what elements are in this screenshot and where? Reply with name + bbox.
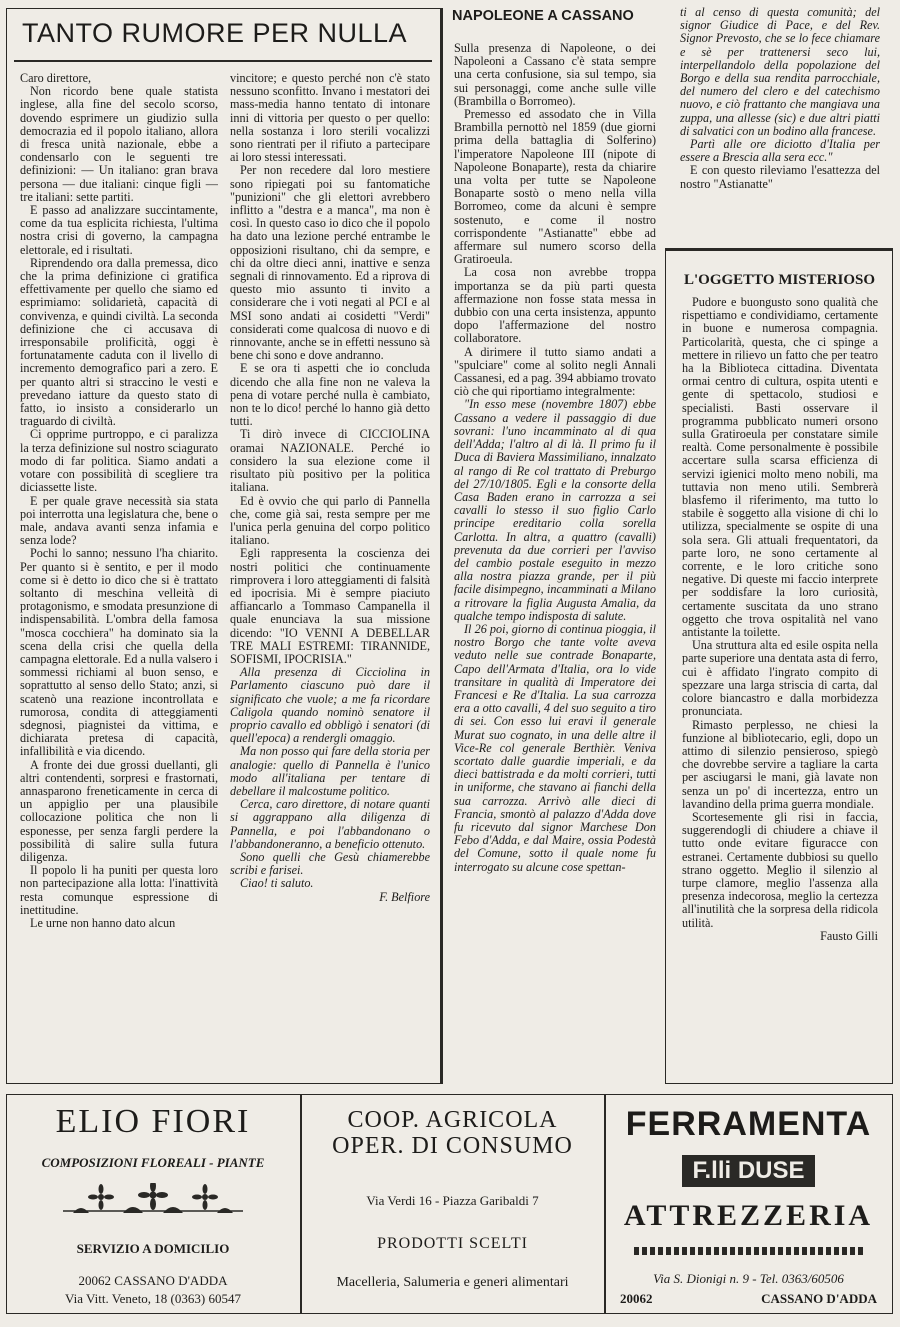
paragraph: Ed è ovvio che qui parlo di Pannella che, come già sai, resta sempre per me l'unica perla genuina del corpo politico italiano. [230, 493, 430, 548]
paragraph: Partì alle ore diciotto d'Italia per essere a Brescia alla sera ecc." [680, 137, 880, 165]
ad-ferramenta-name: FERRAMENTA [625, 1105, 872, 1143]
divider-napoleone-bottom [665, 248, 893, 250]
ad-fiori-city: 20062 CASSANO D'ADDA [78, 1273, 228, 1288]
paragraph: Sulla presenza di Napoleone, o dei Napoleoni a Cassano c'è stata sempre una certa confusione, sia sul tempo, sia sui personaggi, come anche sulle ville (Brambilla o Borromeo). [454, 42, 656, 108]
paragraph: E passo ad analizzare succintamente, come da tua esplicita richiesta, l'ultima nostra crisi di governo, la campagna elettorale, ed i risultati. [20, 203, 218, 257]
paragraph: La cosa non avrebbe troppa importanza se da più parti questa affermazione non fosse stata messa in dubbio con una certa insistenza, appunto dopo l'affermazione del nostro collaboratore. [454, 265, 656, 346]
paragraph: A dirimere il tutto siamo andati a "spulciare" come al solito negli Annali Cassanesi, ed a pag. 394 abbiamo trovato ciò che qui riportiamo integralmente: [454, 344, 656, 399]
ad-fiori-name: ELIO FIORI [55, 1103, 251, 1140]
paragraph: Pudore e buongusto sono qualità che rispettiamo e condividiamo, certamente in buone e numerosa compagnia. Particolarità, questa, che ci spinge a mettere in rilievo un fatto che per teatro ha la Biblioteca cittadina. Diventata ormai centro di cultura, ospita utenti e gente di spettacolo, studiosi e specialisti. Basti osservare il programma pubblicato numeri orsono sulla Gratiroeula per constatare simile realtà. Come personalmente è possibile accertare sulla scarsa efficienza di servizi igienici molto meno nobili, ma tuttavia non meno utili. Sembrerà blasfemo il riferimento, ma tutto lo stabile è soggetto alla visione di chi lo utilizza, specialmente se ospite di una sola sera. Gli attuali frequentatori, da parte loro, ne sono certamente al corrente, e le loro critiche sono negative. Di queste mi faccio interprete per soddisfare la loro curiosità, certamente suscitata da uno strano oggetto che trova ospitalità nel vano antistante la toilette. [682, 296, 878, 640]
paragraph: Ciao! ti saluto. [240, 876, 314, 891]
paragraph: Ci opprime purtroppo, e ci paralizza la terza definizione sul nostro sciagurato modo di far politica. Siamo andati a votare con possibilità di scegliere tra diciassette liste. [20, 427, 218, 495]
article1-title-rule [14, 60, 432, 62]
flower-ornament-icon [7, 1183, 299, 1228]
paragraph: Riprendendo ora dalla premessa, dico che la prima definizione ci gratifica effettivamente per quello che siamo ed esprimiamo: solidarietà, capacità di convivenza, e quindi civiltà. La seconda definizione che ci accusava di irresponsabile prolificità, oggi è fortunatamente caduta con il livello di incremento demografico pari a zero. E per quanto altri si straccino le vesti e prevedano iatture da questo stato di fatto, io insisto a considerarlo un traguardo di civiltà. [20, 255, 218, 429]
article1-signature: F. Belfiore [379, 889, 430, 904]
article2-title: NAPOLEONE A CASSANO [452, 8, 634, 24]
ad-ferramenta-cap: 20062 [620, 1291, 653, 1306]
article1-title: TANTO RUMORE PER NULLA [22, 18, 408, 48]
paragraph: ti al censo di questa comunità; del signor Giudice di Pace, e del Rev. Signor Prevosto, che se lo fece chiamare e sè per trattenersi seco lui, interpellandolo della popolazione del Borgo e della sua rendita parrocchiale, del numero del clero e del catechismo nuovo, e ciò frattanto che mangiava una zuppa, una allesse (sic) e due altri piatti di salvatici con un bodino alla francese. [680, 6, 880, 138]
ad-ferramenta-sub: ATTREZZERIA [623, 1199, 874, 1232]
paragraph: Il popolo li ha puniti per questa loro non partecipazione alla lotta: l'inattività resta comunque espressione di inettitudine. [20, 863, 218, 917]
ad-ferramenta-city: CASSANO D'ADDA [761, 1291, 877, 1306]
paragraph: E se ora ti aspetti che io concluda dicendo che alla fine non ne valeva la pena di votare perché nulla è cambiato, non te lo dico! perché lo hanno già detto tutti. [230, 361, 430, 429]
paragraph: Il 26 poi, giorno di continua pioggia, il nostro Borgo che tante volte aveva veduto nelle sue contrade Bonaparte, Capo dell'Armata d'Italia, ora lo vide transitare in qualità di Imperatore dei Francesi e Re d'Italia. La sua carrozza era a otto cavalli, 4 del suo seguito a tiro di sei. Con esso lui eravi il generale Murat suo cognato, in una delle altre il Vice-Re col generale Berthièr. Veniva scortato dalle guardie imperiali, e da dieci battistrada e da molti corrieri, tutti in uniforme, che stavano ai fianchi della sua carrozza. Arrivò alle dieci di Francia, smontò al palazzo d'Adda dove fu ricevuto dal signor Marchese Don Febo d'Adda, e dal Maire, ossia Podestà del Comune, sotto il quale nome fu interrogato su alcune cose spettan- [454, 621, 656, 874]
paragraph: Egli rappresenta la coscienza dei nostri politici che continuamente rimprovera i loro atteggiamenti di falsità ed ipocrisia. Mi è sempre piaciuto affiancarlo a Tommaso Campanella il quale enunciava la sua missione dicendo: "IO VENNI A DEBELLAR TRE MALI ESTREMI: TIRANNIDE, SOFISMI, IPOCRISIA." [230, 546, 430, 666]
ad-coop-line1: COOP. AGRICOLA [347, 1107, 558, 1133]
ad-ferramenta [605, 1094, 893, 1314]
article3-signature: Fausto Gilli [820, 928, 878, 943]
paragraph: E per quale grave necessità sia stata poi interrotta una legislatura che, bene o male, andava avanti senza infamia e senza lode? [20, 493, 218, 548]
paragraph: Ma non posso qui fare della storia per analogie: quello di Pannella è l'unico modo all'italiana per tentare di debellare il malcostume politico. [230, 744, 430, 798]
paragraph: A fronte dei due grossi duellanti, gli altri contendenti, sorpresi e frastornati, annasparono freneticamente in cerca di un appiglio per una plausibile collocazione politica che non li esponesse, per senza fargli perdere la possibilità di salire sulla futura diligenza. [20, 757, 218, 864]
paragraph: Per non recedere dal loro mestiere sono ripiegati poi su fantomatiche "punizioni" che gli elettori avrebbero inflitto a "destra e a manca", ma non è così. In questo caso io dico che il popolo ha dato una lezione perché entrambe le opposizioni risultano, chi da sempre, e chi da oltre dieci anni, inattive e senza segnali di rinnovamento. Ed a riprova di questo mio assunto ti invito a considerare che i voti negati al PCI e al MSI sono andati ai cosidetti "Verdi" considerati come qualcosa di nuovo e di rinnovante, anche se in effetti nessuno sà bene chi sono e dove andranno. [230, 163, 430, 363]
ad-elio-fiori [6, 1094, 301, 1314]
article3-title: L'OGGETTO MISTERIOSO [684, 272, 876, 288]
paragraph: Ti dirò invece di CICCIOLINA oramai NAZIONALE. Perché io considero la sua elezione come il risultato più positivo per la politica italiana. [230, 427, 430, 495]
paragraph: Non ricordo bene quale statista inglese, alla fine del secolo scorso, dovendo esprimere un giudizio sulla democrazia ed il popolo italiano, allora di fresca unità nazionale, ebbe a condensarlo con le seguenti tre definizioni: — Un italiano: gran brava persona — due italiani: cinque figli — tre italiani: sette partiti. [20, 84, 218, 204]
divider-col2-col3 [441, 8, 443, 1084]
ad-coop-line2: OPER. DI CONSUMO [332, 1133, 573, 1159]
ad-coop-agricola [301, 1094, 605, 1314]
decorative-frieze [634, 1247, 864, 1255]
paragraph: Rimasto perplesso, ne chiesi la funzione al bibliotecario, egli, dopo un attimo di silenzio pensieroso, spiegò che dovrebbe servire a tagliare la carta per asciugarsi le mani, già lavate non senza un po' di incertezza, entro un lavandino della prima guerra mondiale. [682, 717, 878, 811]
article1-column-1 [20, 72, 218, 1080]
paragraph: Le urne non hanno dato alcun [30, 916, 176, 930]
ad-ferramenta-address: Via S. Dionigi n. 9 - Tel. 0363/60506 [653, 1271, 844, 1286]
ad-fiori-address: Via Vitt. Veneto, 18 (0363) 60547 [65, 1291, 241, 1306]
ad-fiori-subtitle: COMPOSIZIONI FLOREALI - PIANTE [41, 1155, 265, 1170]
paragraph: Sono quelli che Gesù chiamerebbe scribi e farisei. [230, 849, 430, 878]
ad-ferramenta-owners: F.lli DUSE [682, 1155, 814, 1187]
paragraph: E con questo rileviamo l'esattezza del nostro "Astianatte" [680, 163, 880, 191]
paragraph: Scortesemente gli risi in faccia, suggerendogli di chiudere a chiave il tutto onde evitare figuracce con estranei. Certamente dubbiosi su quello strano oggetto. Meglio il silenzio al turpe clamore, meglio l'assenza alla presenza indecorosa, meglio la certezza all'inutilità che la sorpresa della ridicola utilità. [682, 809, 878, 930]
paragraph: vincitore; e questo perché non c'è stato nessuno sconfitto. Invano i mestatori dei mass-media hanno tentato di intonare inni di vittoria per questo o per quello: nella sostanza i loro sterili vocalizzi sono rientrati per il rifiuto a partecipare ai loro stessi interessati. [230, 72, 430, 165]
article3-column [682, 296, 878, 1078]
paragraph: "In esso mese (novembre 1807) ebbe Cassano a vedere il passaggio di due sovrani: l'uno incamminato al di qua dell'Adda; l'altro al di là. Il primo fu il Duca di Baviera Massimiliano, innalzato al rango di Re col trattato di Preburgo del 27/10/1805. Egli e la consorte della Casa Baden erano in carrozza a sei cavalli lo stesso il suo figlio Carlo principe ereditario colla sorella Carlotta. In altra, a quattro (cavalli) prevenuta da due corrieri per l'avviso del cambio postale eseguito in mezzo alla nostra piazza grande, per il più facile disimpegno, incamminati a Milano a ritrovare la figlia Augusta Amalia, da qualche tempo indisposta di salute. [454, 397, 656, 623]
paragraph: Alla presenza di Cicciolina in Parlamento ciascuno può dare il significato che vuole; a me fa ricordare Caligola quando nominò senatore il proprio cavallo ed obbligò i senatori (di quell'epoca) a rendergli omaggio. [230, 665, 430, 746]
ad-coop-address: Via Verdi 16 - Piazza Garibaldi 7 [366, 1193, 539, 1208]
ad-coop-products: PRODOTTI SCELTI [377, 1235, 528, 1252]
article2-column-3 [454, 42, 656, 1082]
paragraph: Pochi lo sanno; nessuno l'ha chiarito. Per quanto si è sentito, e per il modo come si è detto io dico che si è trattato soltanto di meschina velleità di protagonismo, e smodata presunzione di indispensabilità. L'ombra della famosa "mosca cocchiera" ha dominato sia la scena della crisi che quella della campagna elettorale. Ed a nulla valsero i sommessi richiami al buon senso, e soprattutto al senso dello Stato; anzi, si scatenò una reazione incontrollata e rumorosa, condita di atteggiamenti sdegnosi, piagnistei da vittima, e dichiarata pretesa di capacità, infallibilità e via dicendo. [20, 546, 218, 759]
ad-coop-goods: Macelleria, Salumeria e generi alimentari [336, 1275, 569, 1290]
article1-column-2 [230, 72, 430, 1080]
paragraph: Cerca, caro direttore, di notare quanti si aggrappano alla diligenza di Pannella, e poi l'abbandonano o l'abbandoneranno, a beneficio ottenuto. [230, 797, 430, 851]
paragraph: Una struttura alta ed esile ospita nella parte superiore una dentata asta di ferro, cui è affidato l'ingrato compito di spezzare una larga striscia di carta, dal colore biancastro e dalla morbidezza pronunciata. [682, 638, 878, 719]
article2-column-4 [680, 6, 880, 242]
ad-fiori-service: SERVIZIO A DOMICILIO [76, 1241, 230, 1256]
paragraph: Caro direttore, [20, 72, 92, 85]
ad-ferramenta-owners-box [606, 1155, 891, 1187]
paragraph: Premesso ed assodato che in Villa Brambilla pernottò nel 1859 (due giorni prima della battaglia di Solferino) l'imperatore Napoleone III (nipote di Napoleone Bonaparte), resta da chiarire una volta per tutte se Napoleone Bonaparte sostò o meno nella villa Borromeo, come da alcuni è sempre sostenuto, e come il nostro corrispondente "Astianatte" ebbe ad affermare sul numero scorso della Gratiroeula. [454, 107, 656, 267]
